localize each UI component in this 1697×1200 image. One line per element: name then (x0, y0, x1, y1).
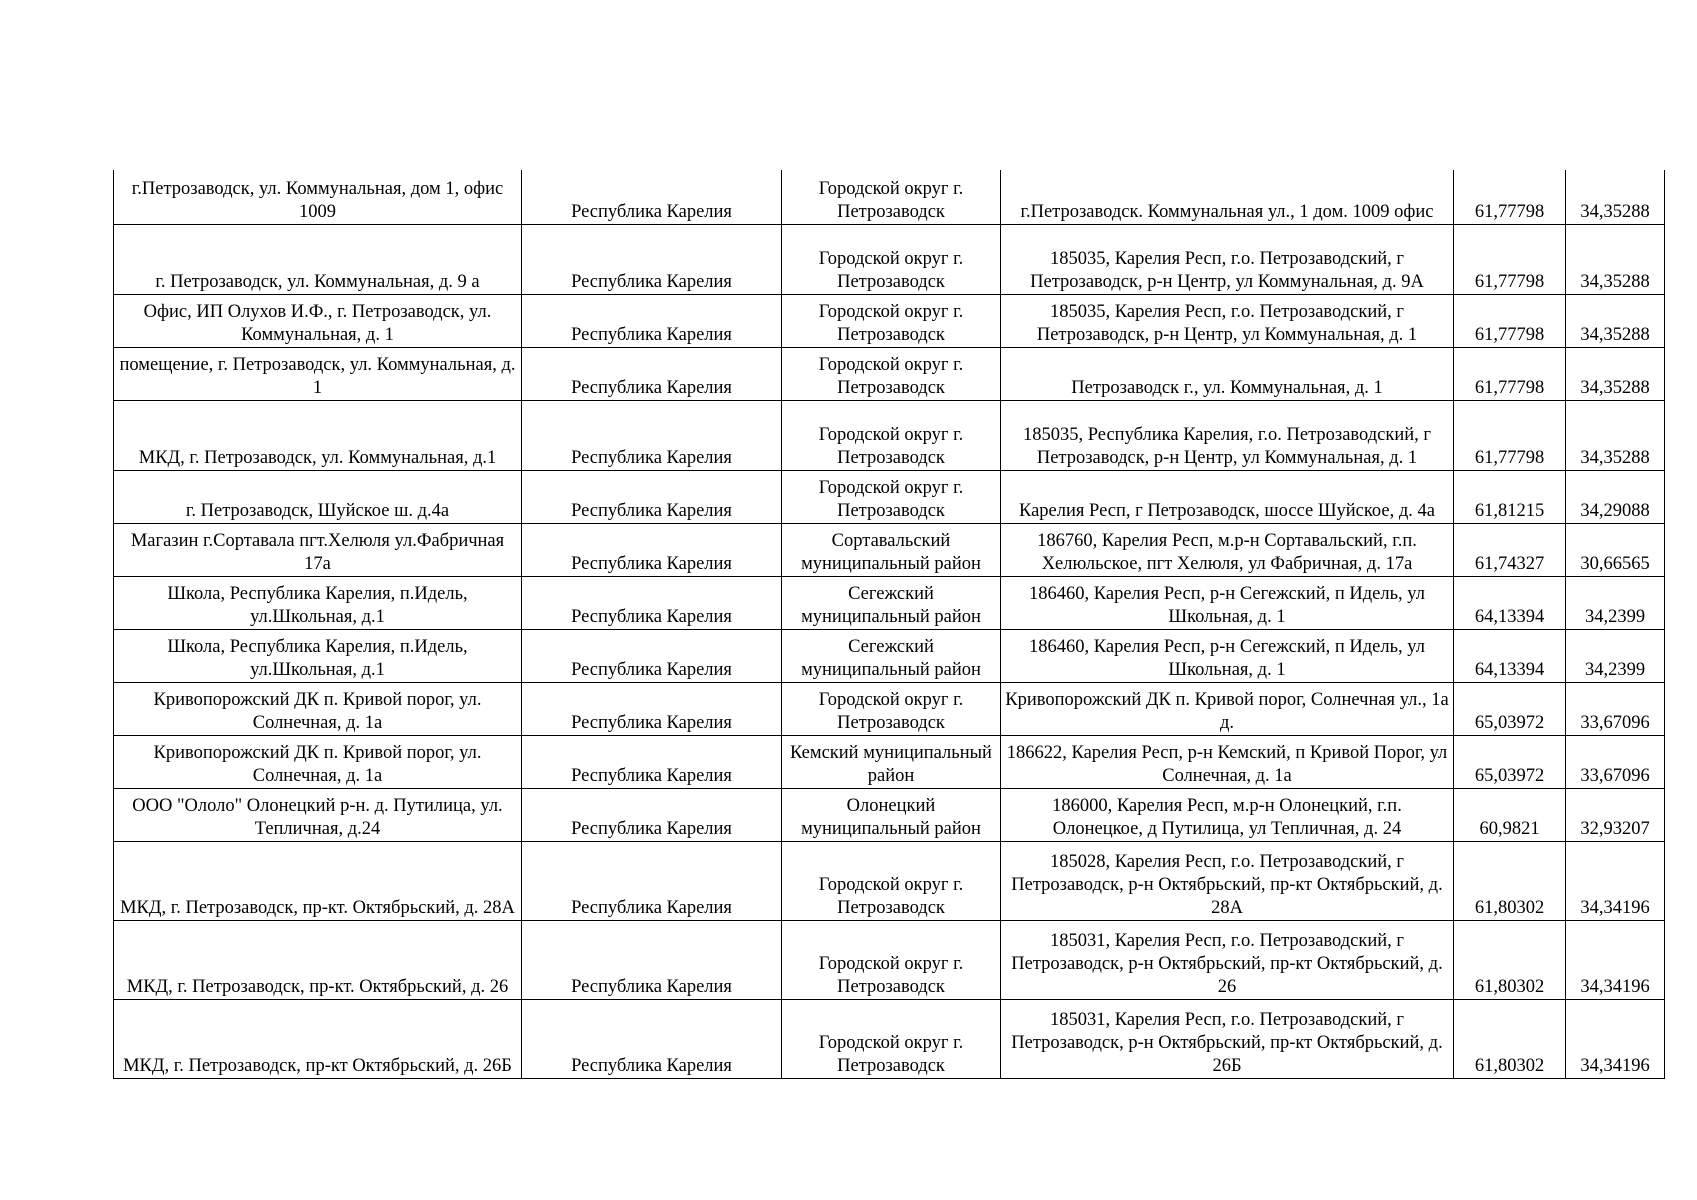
table-row (114, 629, 1665, 682)
object-name-cell: г. Петрозаводск, ул. Коммунальная, д. 9 а (114, 224, 522, 294)
address-cell: 186460, Карелия Респ, р-н Сегежский, п Идель, ул Школьная, д. 1 (1001, 576, 1454, 629)
object-name-cell: Школа, Республика Карелия, п.Идель, ул.Школьная, д.1 (114, 629, 522, 682)
address-cell: Кривопорожский ДК п. Кривой порог, Солнечная ул., 1а д. (1001, 682, 1454, 735)
municipality-cell: Сортавальский муниципальный район (782, 523, 1001, 576)
region-cell: Республика Карелия (522, 920, 782, 999)
object-name-cell: помещение, г. Петрозаводск, ул. Коммунальная, д. 1 (114, 347, 522, 400)
municipality-cell: Кемский муниципальный район (782, 735, 1001, 788)
table-row (114, 735, 1665, 788)
latitude-cell: 60,9821 (1454, 788, 1566, 841)
municipality-cell: Городской округ г. Петрозаводск (782, 470, 1001, 523)
region-cell: Республика Карелия (522, 400, 782, 470)
object-name-cell: г.Петрозаводск, ул. Коммунальная, дом 1, офис 1009 (114, 170, 522, 224)
longitude-cell: 30,66565 (1566, 523, 1665, 576)
table-row (114, 523, 1665, 576)
municipality-cell: Городской округ г. Петрозаводск (782, 400, 1001, 470)
address-cell: 185035, Карелия Респ, г.о. Петрозаводский, г Петрозаводск, р-н Центр, ул Коммунальная, д. 1 (1001, 294, 1454, 347)
region-cell: Республика Карелия (522, 470, 782, 523)
object-name-cell: Кривопорожский ДК п. Кривой порог, ул. Солнечная, д. 1а (114, 682, 522, 735)
object-name-cell: Школа, Республика Карелия, п.Идель, ул.Школьная, д.1 (114, 576, 522, 629)
object-name-cell: Магазин г.Сортавала пгт.Хелюля ул.Фабричная 17а (114, 523, 522, 576)
municipality-cell: Олонецкий муниципальный район (782, 788, 1001, 841)
longitude-cell: 34,35288 (1566, 170, 1665, 224)
address-cell: 186760, Карелия Респ, м.р-н Сортавальский, г.п. Хелюльское, пгт Хелюля, ул Фабричная, д. 17а (1001, 523, 1454, 576)
municipality-cell: Городской округ г. Петрозаводск (782, 347, 1001, 400)
address-cell: 185035, Карелия Респ, г.о. Петрозаводский, г Петрозаводск, р-н Центр, ул Коммунальная, д. 9А (1001, 224, 1454, 294)
table-row (114, 224, 1665, 294)
region-cell: Республика Карелия (522, 682, 782, 735)
longitude-cell: 34,34196 (1566, 841, 1665, 920)
longitude-cell: 34,34196 (1566, 920, 1665, 999)
municipality-cell: Городской округ г. Петрозаводск (782, 682, 1001, 735)
region-cell: Республика Карелия (522, 735, 782, 788)
longitude-cell: 34,29088 (1566, 470, 1665, 523)
longitude-cell: 34,35288 (1566, 400, 1665, 470)
address-cell: 185035, Республика Карелия, г.о. Петрозаводский, г Петрозаводск, р-н Центр, ул Коммунальная, д. 1 (1001, 400, 1454, 470)
address-cell: 186000, Карелия Респ, м.р-н Олонецкий, г.п. Олонецкое, д Путилица, ул Тепличная, д. 24 (1001, 788, 1454, 841)
table-row (114, 400, 1665, 470)
address-cell: 186622, Карелия Респ, р-н Кемский, п Кривой Порог, ул Солнечная, д. 1а (1001, 735, 1454, 788)
longitude-cell: 34,34196 (1566, 999, 1665, 1078)
longitude-cell: 34,35288 (1566, 347, 1665, 400)
object-name-cell: ООО "Ололо" Олонецкий р-н. д. Путилица, ул. Тепличная, д.24 (114, 788, 522, 841)
region-cell: Республика Карелия (522, 170, 782, 224)
address-cell: Петрозаводск г., ул. Коммунальная, д. 1 (1001, 347, 1454, 400)
latitude-cell: 61,77798 (1454, 400, 1566, 470)
latitude-cell: 64,13394 (1454, 576, 1566, 629)
table-row (114, 841, 1665, 920)
table-row (114, 294, 1665, 347)
latitude-cell: 65,03972 (1454, 682, 1566, 735)
region-cell: Республика Карелия (522, 523, 782, 576)
longitude-cell: 34,35288 (1566, 294, 1665, 347)
table-row (114, 347, 1665, 400)
latitude-cell: 61,80302 (1454, 841, 1566, 920)
table-row (114, 920, 1665, 999)
longitude-cell: 32,93207 (1566, 788, 1665, 841)
latitude-cell: 61,80302 (1454, 999, 1566, 1078)
municipality-cell: Сегежский муниципальный район (782, 576, 1001, 629)
latitude-cell: 61,80302 (1454, 920, 1566, 999)
municipality-cell: Городской округ г. Петрозаводск (782, 224, 1001, 294)
region-cell: Республика Карелия (522, 224, 782, 294)
municipality-cell: Городской округ г. Петрозаводск (782, 294, 1001, 347)
region-cell: Республика Карелия (522, 347, 782, 400)
latitude-cell: 61,74327 (1454, 523, 1566, 576)
latitude-cell: 61,77798 (1454, 224, 1566, 294)
table-row (114, 576, 1665, 629)
object-name-cell: МКД, г. Петрозаводск, ул. Коммунальная, д.1 (114, 400, 522, 470)
address-cell: 185031, Карелия Респ, г.о. Петрозаводский, г Петрозаводск, р-н Октябрьский, пр-кт Октябрьский, д. 26Б (1001, 999, 1454, 1078)
latitude-cell: 61,77798 (1454, 294, 1566, 347)
object-name-cell: г. Петрозаводск, Шуйское ш. д.4а (114, 470, 522, 523)
longitude-cell: 34,35288 (1566, 224, 1665, 294)
latitude-cell: 65,03972 (1454, 735, 1566, 788)
region-cell: Республика Карелия (522, 294, 782, 347)
table-row (114, 788, 1665, 841)
address-cell: 185031, Карелия Респ, г.о. Петрозаводский, г Петрозаводск, р-н Октябрьский, пр-кт Октябрьский, д. 26 (1001, 920, 1454, 999)
municipality-cell: Городской округ г. Петрозаводск (782, 841, 1001, 920)
object-name-cell: МКД, г. Петрозаводск, пр-кт Октябрьский, д. 26Б (114, 999, 522, 1078)
region-cell: Республика Карелия (522, 576, 782, 629)
latitude-cell: 61,81215 (1454, 470, 1566, 523)
address-cell: Карелия Респ, г Петрозаводск, шоссе Шуйское, д. 4а (1001, 470, 1454, 523)
address-cell: г.Петрозаводск. Коммунальная ул., 1 дом. 1009 офис (1001, 170, 1454, 224)
region-cell: Республика Карелия (522, 629, 782, 682)
longitude-cell: 34,2399 (1566, 576, 1665, 629)
latitude-cell: 64,13394 (1454, 629, 1566, 682)
table-row (114, 999, 1665, 1078)
object-name-cell: МКД, г. Петрозаводск, пр-кт. Октябрьский, д. 26 (114, 920, 522, 999)
object-name-cell: Офис, ИП Олухов И.Ф., г. Петрозаводск, ул. Коммунальная, д. 1 (114, 294, 522, 347)
table-row (114, 682, 1665, 735)
table-body (114, 170, 1665, 1078)
latitude-cell: 61,77798 (1454, 347, 1566, 400)
longitude-cell: 33,67096 (1566, 682, 1665, 735)
municipality-cell: Городской округ г. Петрозаводск (782, 999, 1001, 1078)
municipality-cell: Городской округ г. Петрозаводск (782, 170, 1001, 224)
object-name-cell: Кривопорожский ДК п. Кривой порог, ул. Солнечная, д. 1а (114, 735, 522, 788)
address-cell: 185028, Карелия Респ, г.о. Петрозаводский, г Петрозаводск, р-н Октябрьский, пр-кт Октябрьский, д. 28А (1001, 841, 1454, 920)
table-row (114, 170, 1665, 224)
region-cell: Республика Карелия (522, 788, 782, 841)
region-cell: Республика Карелия (522, 841, 782, 920)
table-row (114, 470, 1665, 523)
locations-table (113, 170, 1665, 1079)
municipality-cell: Городской округ г. Петрозаводск (782, 920, 1001, 999)
longitude-cell: 34,2399 (1566, 629, 1665, 682)
region-cell: Республика Карелия (522, 999, 782, 1078)
longitude-cell: 33,67096 (1566, 735, 1665, 788)
latitude-cell: 61,77798 (1454, 170, 1566, 224)
object-name-cell: МКД, г. Петрозаводск, пр-кт. Октябрьский, д. 28А (114, 841, 522, 920)
address-cell: 186460, Карелия Респ, р-н Сегежский, п Идель, ул Школьная, д. 1 (1001, 629, 1454, 682)
municipality-cell: Сегежский муниципальный район (782, 629, 1001, 682)
